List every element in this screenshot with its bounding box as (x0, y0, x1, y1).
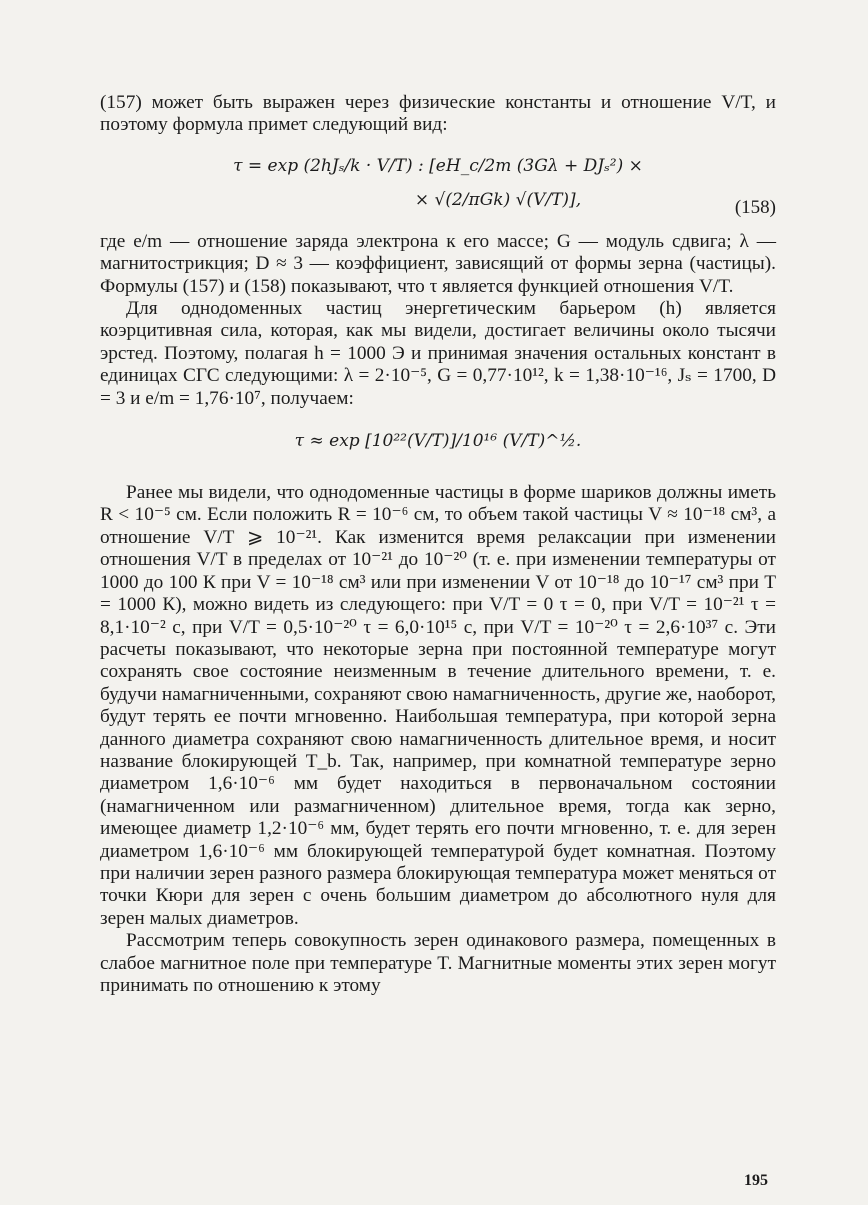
equation-number-158: (158) (734, 196, 776, 218)
formula-158-line-1: τ = exp (2hJₛ/k · V/T) : [eH_c/2m (3Gλ + DJₛ²) × (233, 155, 643, 176)
paragraph-1: (157) может быть выражен через физические константы и отношение V/T, и поэтому формула примет следующий вид: (100, 92, 776, 136)
formula-result: τ ≈ exp [10²²(V/T)]/10¹⁶ (V/T)^½. (294, 431, 582, 452)
page-number: 195 (744, 1172, 768, 1189)
formula-158-line-2-text: × √(2/πGk) √(V/T)], (414, 189, 582, 210)
paragraph-3: Для однодоменных частиц энергетическим барьером (h) является коэрцитивная сила, которая, как мы видели, достигает величины около тысячи эрстед. Поэтому, полагая h = 1000 Э и принимая значения остальных констант в единицах СГС следующими: λ = 2·10⁻⁵, G = 0,77·10¹², k = 1,38·10⁻¹⁶, Jₛ = 1700, D = 3 и e/m = 1,76·10⁷, получаем: (100, 298, 776, 409)
paragraph-2: где e/m — отношение заряда электрона к его массе; G — модуль сдвига; λ — магнитострикция; D ≈ 3 — коэффициент, зависящий от формы зерна (частицы). Формулы (157) и (158) показывают, что τ является функцией отношения V/T. (100, 230, 776, 297)
paragraph-4: Ранее мы видели, что однодоменные частицы в форме шариков должны иметь R < 10⁻⁵ см. Если положить R = 10⁻⁶ см, то объем такой частицы V ≈ 10⁻¹⁸ см³, а отношение V/T ⩾ 10⁻²¹. Как изменится время релаксации при изменении отношения V/T в пределах от 10⁻²¹ до 10⁻²⁰ (т. е. при изменении температуры от 1000 до 100 К при V = 10⁻¹⁸ см³ или при изменении V от 10⁻¹⁸ до 10⁻¹⁷ см³ при T = 1000 К), можно видеть из следующего: при V/T = 0 τ = 0, при V/T = 10⁻²¹ τ = 8,1·10⁻² с, при V/T = 0,5·10⁻²⁰ τ = 6,0·10¹⁵ с, при V/T = 10⁻²⁰ τ = 2,6·10³⁷ с. Эти расчеты показывают, что некоторые зерна при постоянной температуре могут сохранять свое состояние неизменным в течение длительного времени, т. е. будучи намагниченными, сохраняют свою намагниченность, другие же, наоборот, будут терять ее почти мгновенно. Наибольшая температура, при которой зерна данного диаметра сохраняют свою намагниченность длительное время, и носит название блокирующей T_b. Так, например, при комнатной температуре зерно диаметром 1,6·10⁻⁶ мм будет находиться в первоначальном состоянии (намагниченном или размагниченном) длительное время, тогда как зерно, имеющее диаметр 1,2·10⁻⁶ мм, будет терять его почти мгновенно, т. е. для зерен диаметром 1,6·10⁻⁶ мм блокирующей температурой будет комнатная. Поэтому при наличии зерен разного размера блокирующая температура может меняться от точки Кюри для зерен с очень большим диаметром до абсолютного нуля для зерен малых диаметров. (100, 482, 776, 929)
formula-158-line-2 (100, 189, 776, 218)
paragraph-5: Рассмотрим теперь совокупность зерен одинакового размера, помещенных в слабое магнитное поле при температуре T. Магнитные моменты этих зерен могут принимать по отношению к этому (100, 930, 776, 996)
